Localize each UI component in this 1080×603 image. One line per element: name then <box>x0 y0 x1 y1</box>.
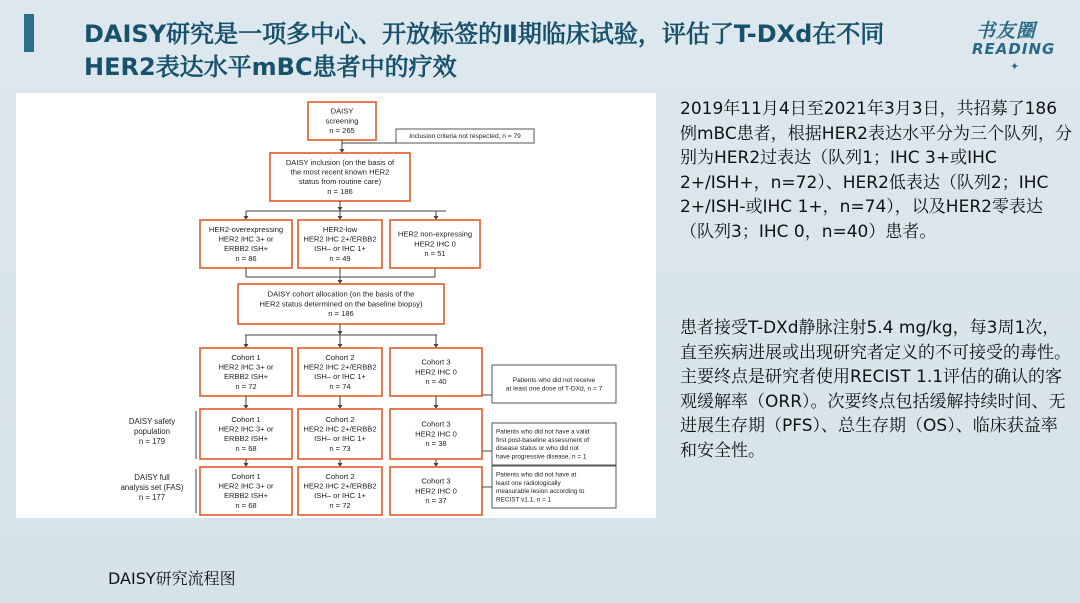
cohort-allocated-1-line: HER2 IHC 3+ or <box>218 362 274 372</box>
cohort-safety-1-line: ERBB2 ISH+ <box>223 434 269 444</box>
slide-title: DAISY研究是一项多中心、开放标签的Ⅱ期临床试验，评估了T-DXd在不同HER2表达水平mBC患者中的疗效 <box>84 20 885 81</box>
group-nonexpressing-line: HER2 non-expressing <box>397 229 473 239</box>
group-low-line: n = 49 <box>329 253 351 263</box>
excluded-inclusion-line: Inclusion criteria not respected, n = 79 <box>409 133 521 141</box>
cohort-allocated-2-line: HER2 IHC 2+/ERBB2 <box>303 362 377 372</box>
cohort-allocated-1-line: Cohort 1 <box>231 352 261 362</box>
cohort-safety-3-line: n = 38 <box>425 439 447 449</box>
flowchart-figure <box>16 93 656 518</box>
logo-cn-text: 书友圈 <box>976 20 1037 42</box>
logo-en-text: READING <box>972 40 1056 58</box>
excluded-lesion-line: RECIST v1.1, n = 1 <box>496 496 552 504</box>
excluded-dose-box <box>492 365 616 403</box>
cohort-safety-2-line: Cohort 2 <box>325 414 355 424</box>
screening-line: n = 265 <box>329 126 355 136</box>
enrollment-paragraph: 2019年11月4日至2021年3月3日，共招募了186例mBC患者，根据HER2表达水平分为三个队列，分别为HER2过表达（队列1；IHC 3+或IHC 2+/ISH+，n=72）、HER2低表达（队列2；IHC 2+/ISH-或IHC 1+，n=74），以及HER2零表达（队列3；IHC 0，n=40）患者。 <box>680 99 1072 242</box>
inclusion-line: DAISY inclusion (on the basis of <box>285 157 395 167</box>
allocation-line: n = 186 <box>328 309 354 319</box>
sparkle-icon: ✦ <box>1010 60 1020 73</box>
group-overexpressing-line: ERBB2 ISH+ <box>223 244 269 254</box>
excluded-dose-line: at least one dose of T-DXd, n = 7 <box>505 385 603 393</box>
cohort-allocated-1-line: n = 72 <box>235 381 257 391</box>
excluded-assessment-line: disease status or who did not <box>496 445 579 453</box>
cohort-fas-1-line: HER2 IHC 3+ or <box>218 481 274 491</box>
excluded-lesion-line: measurable lesion according to <box>496 488 585 496</box>
inclusion-line: n = 186 <box>327 186 353 196</box>
cohort-safety-2-line: ISH– or IHC 1+ <box>314 434 366 444</box>
safety-label-line: DAISY safety <box>128 417 176 426</box>
flowchart-svg <box>16 93 656 518</box>
allocation-line: HER2 status determined on the baseline biopsy) <box>259 299 423 309</box>
excluded-assessment-line: have progressive disease, n = 1 <box>496 453 587 461</box>
cohort-allocated-3-line: HER2 IHC 0 <box>415 367 457 377</box>
group-overexpressing-line: HER2 IHC 3+ or <box>218 234 274 244</box>
cohort-allocated-1-line: ERBB2 ISH+ <box>223 372 269 382</box>
cohort-fas-3-line: HER2 IHC 0 <box>415 486 457 496</box>
arrow-inclusion-split-head <box>338 207 343 211</box>
excluded-assessment-line: Patients who did not have a valid <box>496 428 590 436</box>
arrow-allocation-split-head <box>338 331 343 335</box>
cohort-fas-3-line: n = 37 <box>425 496 447 506</box>
reading-logo <box>970 14 1080 74</box>
treatment-paragraph: 患者接受T-DXd静脉注射5.4 mg/kg，每3周1次，直至疾病进展或出现研究者定义的不可接受的毒性。主要终点是研究者使用RECIST 1.1评估的确认的客观缓解率（ORR）。次要终点包括缓解持续时间、无进展生存期（PFS）、总生存期（OS）、临床获益率和安全性。 <box>680 318 1071 461</box>
cohort-fas-1-line: ERBB2 ISH+ <box>223 491 269 501</box>
cohort-fas-2-line: HER2 IHC 2+/ERBB2 <box>303 481 377 491</box>
cohort-allocated-2-line: ISH– or IHC 1+ <box>314 372 366 382</box>
excluded-lesion-line: Patients who did not have at <box>496 471 577 479</box>
excluded-dose-line: Patients who did not receive <box>512 376 596 384</box>
group-nonexpressing-line: HER2 IHC 0 <box>414 239 456 249</box>
cohort-safety-3-line: HER2 IHC 0 <box>415 429 457 439</box>
screening-line: DAISY <box>330 106 354 116</box>
cohort-fas-1-line: n = 68 <box>235 500 257 510</box>
safety-label-line: n = 179 <box>138 437 166 446</box>
fas-label-line: n = 177 <box>138 493 166 502</box>
inclusion-line: the most recent known HER2 <box>290 167 390 177</box>
group-low-line: ISH– or IHC 1+ <box>314 244 366 254</box>
inclusion-line: status from routine care) <box>298 177 382 187</box>
cohort-safety-2-line: n = 73 <box>329 443 351 453</box>
figure-caption: DAISY研究流程图 <box>108 569 236 588</box>
group-overexpressing-line: HER2-overexpressing <box>208 224 284 234</box>
fas-label-line: analysis set (FAS) <box>120 483 184 492</box>
excluded-assessment-line: first post-baseline assessment of <box>496 436 590 444</box>
allocation-line: DAISY cohort allocation (on the basis of the <box>267 289 415 299</box>
cohort-fas-2-line: n = 72 <box>329 500 351 510</box>
cohort-allocated-3-line: Cohort 3 <box>421 357 451 367</box>
cohort-safety-1-line: HER2 IHC 3+ or <box>218 424 274 434</box>
cohort-allocated-3-line: n = 40 <box>425 377 447 387</box>
screening-line: screening <box>325 116 359 126</box>
fas-label-line: DAISY full <box>134 473 170 482</box>
group-low-line: HER2 IHC 2+/ERBB2 <box>303 234 377 244</box>
cohort-safety-2-line: HER2 IHC 2+/ERBB2 <box>303 424 377 434</box>
group-overexpressing-line: n = 86 <box>235 253 257 263</box>
title-accent-bar <box>24 14 34 52</box>
cohort-safety-3-line: Cohort 3 <box>421 419 451 429</box>
group-low-line: HER2-low <box>322 224 358 234</box>
excluded-lesion-line: least one radiologically <box>496 479 561 487</box>
cohort-fas-2-line: ISH– or IHC 1+ <box>314 491 366 501</box>
cohort-safety-1-line: n = 68 <box>235 443 257 453</box>
cohort-allocated-2-line: n = 74 <box>329 381 351 391</box>
cohort-fas-2-line: Cohort 2 <box>325 471 355 481</box>
cohort-allocated-2-line: Cohort 2 <box>325 352 355 362</box>
cohort-fas-1-line: Cohort 1 <box>231 471 261 481</box>
safety-label-line: population <box>134 427 170 436</box>
cohort-fas-3-line: Cohort 3 <box>421 476 451 486</box>
cohort-safety-1-line: Cohort 1 <box>231 414 261 424</box>
group-nonexpressing-line: n = 51 <box>424 249 446 259</box>
